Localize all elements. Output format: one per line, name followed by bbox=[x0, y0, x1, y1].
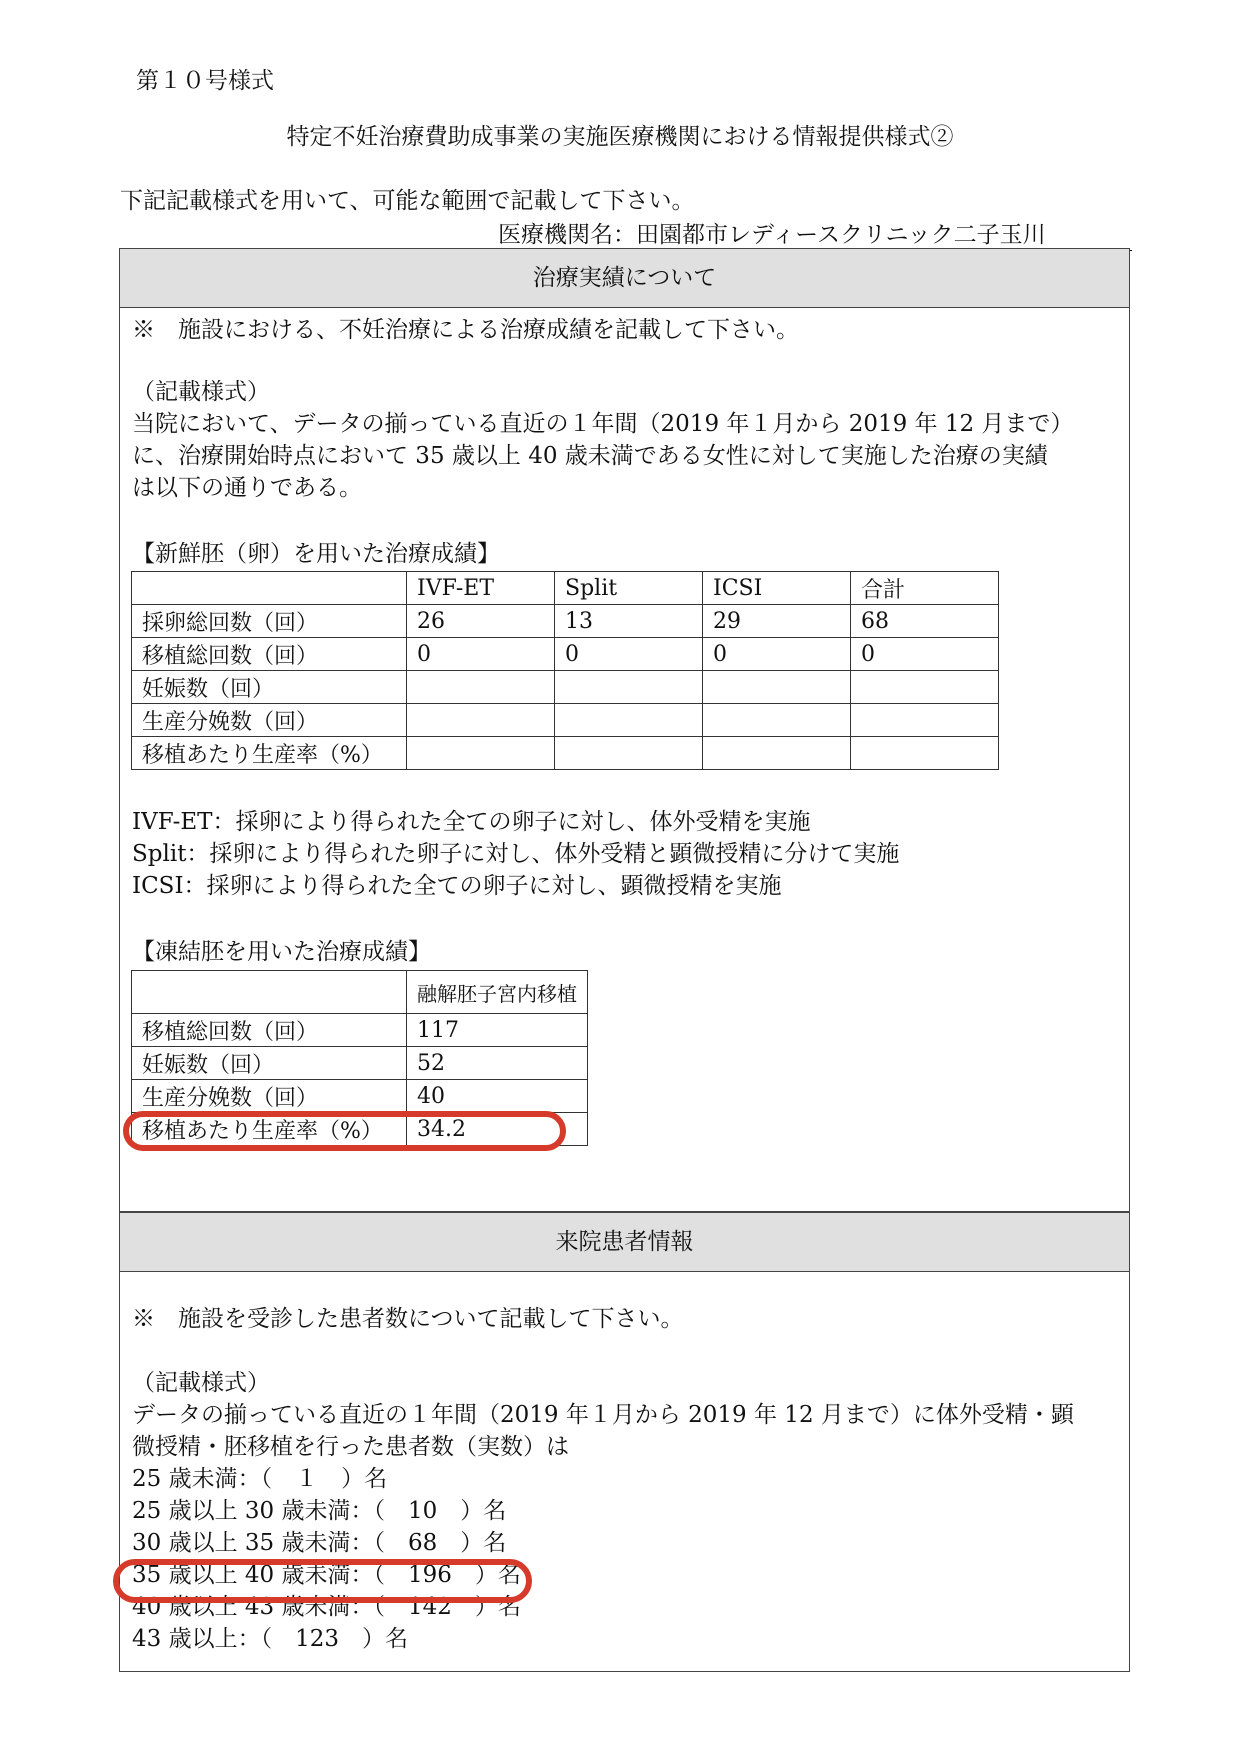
table-cell bbox=[851, 737, 999, 770]
document-title: 特定不妊治療費助成事業の実施医療機関における情報提供様式② bbox=[286, 124, 954, 150]
table-cell bbox=[851, 671, 999, 704]
age-group-line: 30 歳以上 35 歳未満：（ 68 ）名 bbox=[132, 1530, 507, 1556]
table-cell: 34.2 bbox=[407, 1113, 588, 1146]
patients-note: ※ 施設を受診した患者数について記載して下さい。 bbox=[132, 1306, 684, 1332]
table-cell: 117 bbox=[407, 1014, 588, 1047]
table-cell bbox=[703, 704, 851, 737]
table-cell: 移植あたり生産率（%） bbox=[132, 1113, 407, 1146]
table-cell: ICSI bbox=[703, 572, 851, 605]
age-group-line: 40 歳以上 43 歳未満：（ 142 ）名 bbox=[132, 1594, 521, 1620]
highlight-age-35-40 bbox=[113, 1559, 532, 1603]
treatment-paragraph-line: に、治療開始時点において 35 歳以上 40 歳未満である女性に対して実施した治療の実績 bbox=[132, 443, 1048, 469]
fresh-embryo-caption: 【新鮮胚（卵）を用いた治療成績】 bbox=[132, 541, 500, 567]
treatment-heading: 治療実績について bbox=[120, 249, 1129, 308]
table-cell: 0 bbox=[851, 638, 999, 671]
age-group-line: 25 歳以上 30 歳未満：（ 10 ）名 bbox=[132, 1498, 507, 1524]
patients-paragraph-line: データの揃っている直近の１年間（2019 年１月から 2019 年 12 月まで）に体外受精・顕 bbox=[132, 1402, 1074, 1428]
patients-format-label: （記載様式） bbox=[132, 1370, 270, 1396]
table-cell: 採卵総回数（回） bbox=[132, 605, 407, 638]
table-cell bbox=[407, 704, 555, 737]
table-cell bbox=[132, 572, 407, 605]
treatment-paragraph-line: 当院において、データの揃っている直近の１年間（2019 年１月から 2019 年 12 月まで） bbox=[132, 411, 1074, 437]
highlight-live-birth-rate bbox=[123, 1111, 566, 1151]
instruction-text: 下記記載様式を用いて、可能な範囲で記載して下さい。 bbox=[120, 188, 695, 214]
table-cell bbox=[407, 737, 555, 770]
table-row bbox=[132, 1047, 588, 1080]
table-cell bbox=[132, 971, 407, 1014]
table-cell: 移植総回数（回） bbox=[132, 638, 407, 671]
definition-ivf-et: IVF-ET：採卵により得られた全ての卵子に対し、体外受精を実施 bbox=[132, 809, 811, 835]
table-row bbox=[132, 704, 999, 737]
table-cell bbox=[703, 737, 851, 770]
table-row bbox=[132, 638, 999, 671]
clinic-name: 医療機関名：田園都市レディースクリニック二子玉川 bbox=[498, 216, 1132, 251]
table-cell: 融解胚子宮内移植 bbox=[407, 971, 588, 1014]
table-cell: IVF-ET bbox=[407, 572, 555, 605]
table-cell: 0 bbox=[703, 638, 851, 671]
table-cell: 生産分娩数（回） bbox=[132, 1080, 407, 1113]
table-cell bbox=[407, 671, 555, 704]
table-cell: 移植総回数（回） bbox=[132, 1014, 407, 1047]
patients-paragraph-line: 微授精・胚移植を行った患者数（実数）は bbox=[132, 1434, 569, 1460]
table-row bbox=[132, 737, 999, 770]
table-cell: 26 bbox=[407, 605, 555, 638]
table-cell bbox=[703, 671, 851, 704]
table-cell: 68 bbox=[851, 605, 999, 638]
definition-icsi: ICSI：採卵により得られた全ての卵子に対し、顕微授精を実施 bbox=[132, 873, 782, 899]
table-cell: 移植あたり生産率（%） bbox=[132, 737, 407, 770]
fresh-embryo-table bbox=[131, 571, 999, 770]
table-cell: 40 bbox=[407, 1080, 588, 1113]
form-number: 第１０号様式 bbox=[136, 68, 274, 94]
table-cell: 52 bbox=[407, 1047, 588, 1080]
definition-split: Split：採卵により得られた卵子に対し、体外受精と顕微授精に分けて実施 bbox=[132, 841, 900, 867]
age-group-line: 43 歳以上：（ 123 ）名 bbox=[132, 1626, 408, 1652]
table-row bbox=[132, 1014, 588, 1047]
table-cell: 妊娠数（回） bbox=[132, 671, 407, 704]
treatment-format-label: （記載様式） bbox=[132, 379, 270, 405]
treatment-results-section bbox=[119, 248, 1130, 1212]
table-header-row bbox=[132, 572, 999, 605]
table-row bbox=[132, 1080, 588, 1113]
treatment-note: ※ 施設における、不妊治療による治療成績を記載して下さい。 bbox=[132, 317, 799, 343]
table-cell: 13 bbox=[555, 605, 703, 638]
age-group-line: 25 歳未満：（ １ ）名 bbox=[132, 1466, 388, 1492]
table-cell: 妊娠数（回） bbox=[132, 1047, 407, 1080]
table-cell bbox=[851, 704, 999, 737]
table-cell: 0 bbox=[555, 638, 703, 671]
table-cell: 0 bbox=[407, 638, 555, 671]
table-cell bbox=[555, 671, 703, 704]
treatment-paragraph-line: は以下の通りである。 bbox=[132, 475, 362, 501]
patient-info-section bbox=[119, 1212, 1130, 1672]
frozen-embryo-caption: 【凍結胚を用いた治療成績】 bbox=[132, 939, 431, 965]
table-cell bbox=[555, 737, 703, 770]
table-row bbox=[132, 605, 999, 638]
table-cell: 生産分娩数（回） bbox=[132, 704, 407, 737]
age-group-line: 35 歳以上 40 歳未満：（ 196 ）名 bbox=[132, 1562, 521, 1588]
table-cell: 合計 bbox=[851, 572, 999, 605]
table-header-row bbox=[132, 971, 588, 1014]
patients-heading: 来院患者情報 bbox=[120, 1212, 1129, 1272]
table-cell: 29 bbox=[703, 605, 851, 638]
table-cell bbox=[555, 704, 703, 737]
table-row bbox=[132, 671, 999, 704]
table-cell: Split bbox=[555, 572, 703, 605]
